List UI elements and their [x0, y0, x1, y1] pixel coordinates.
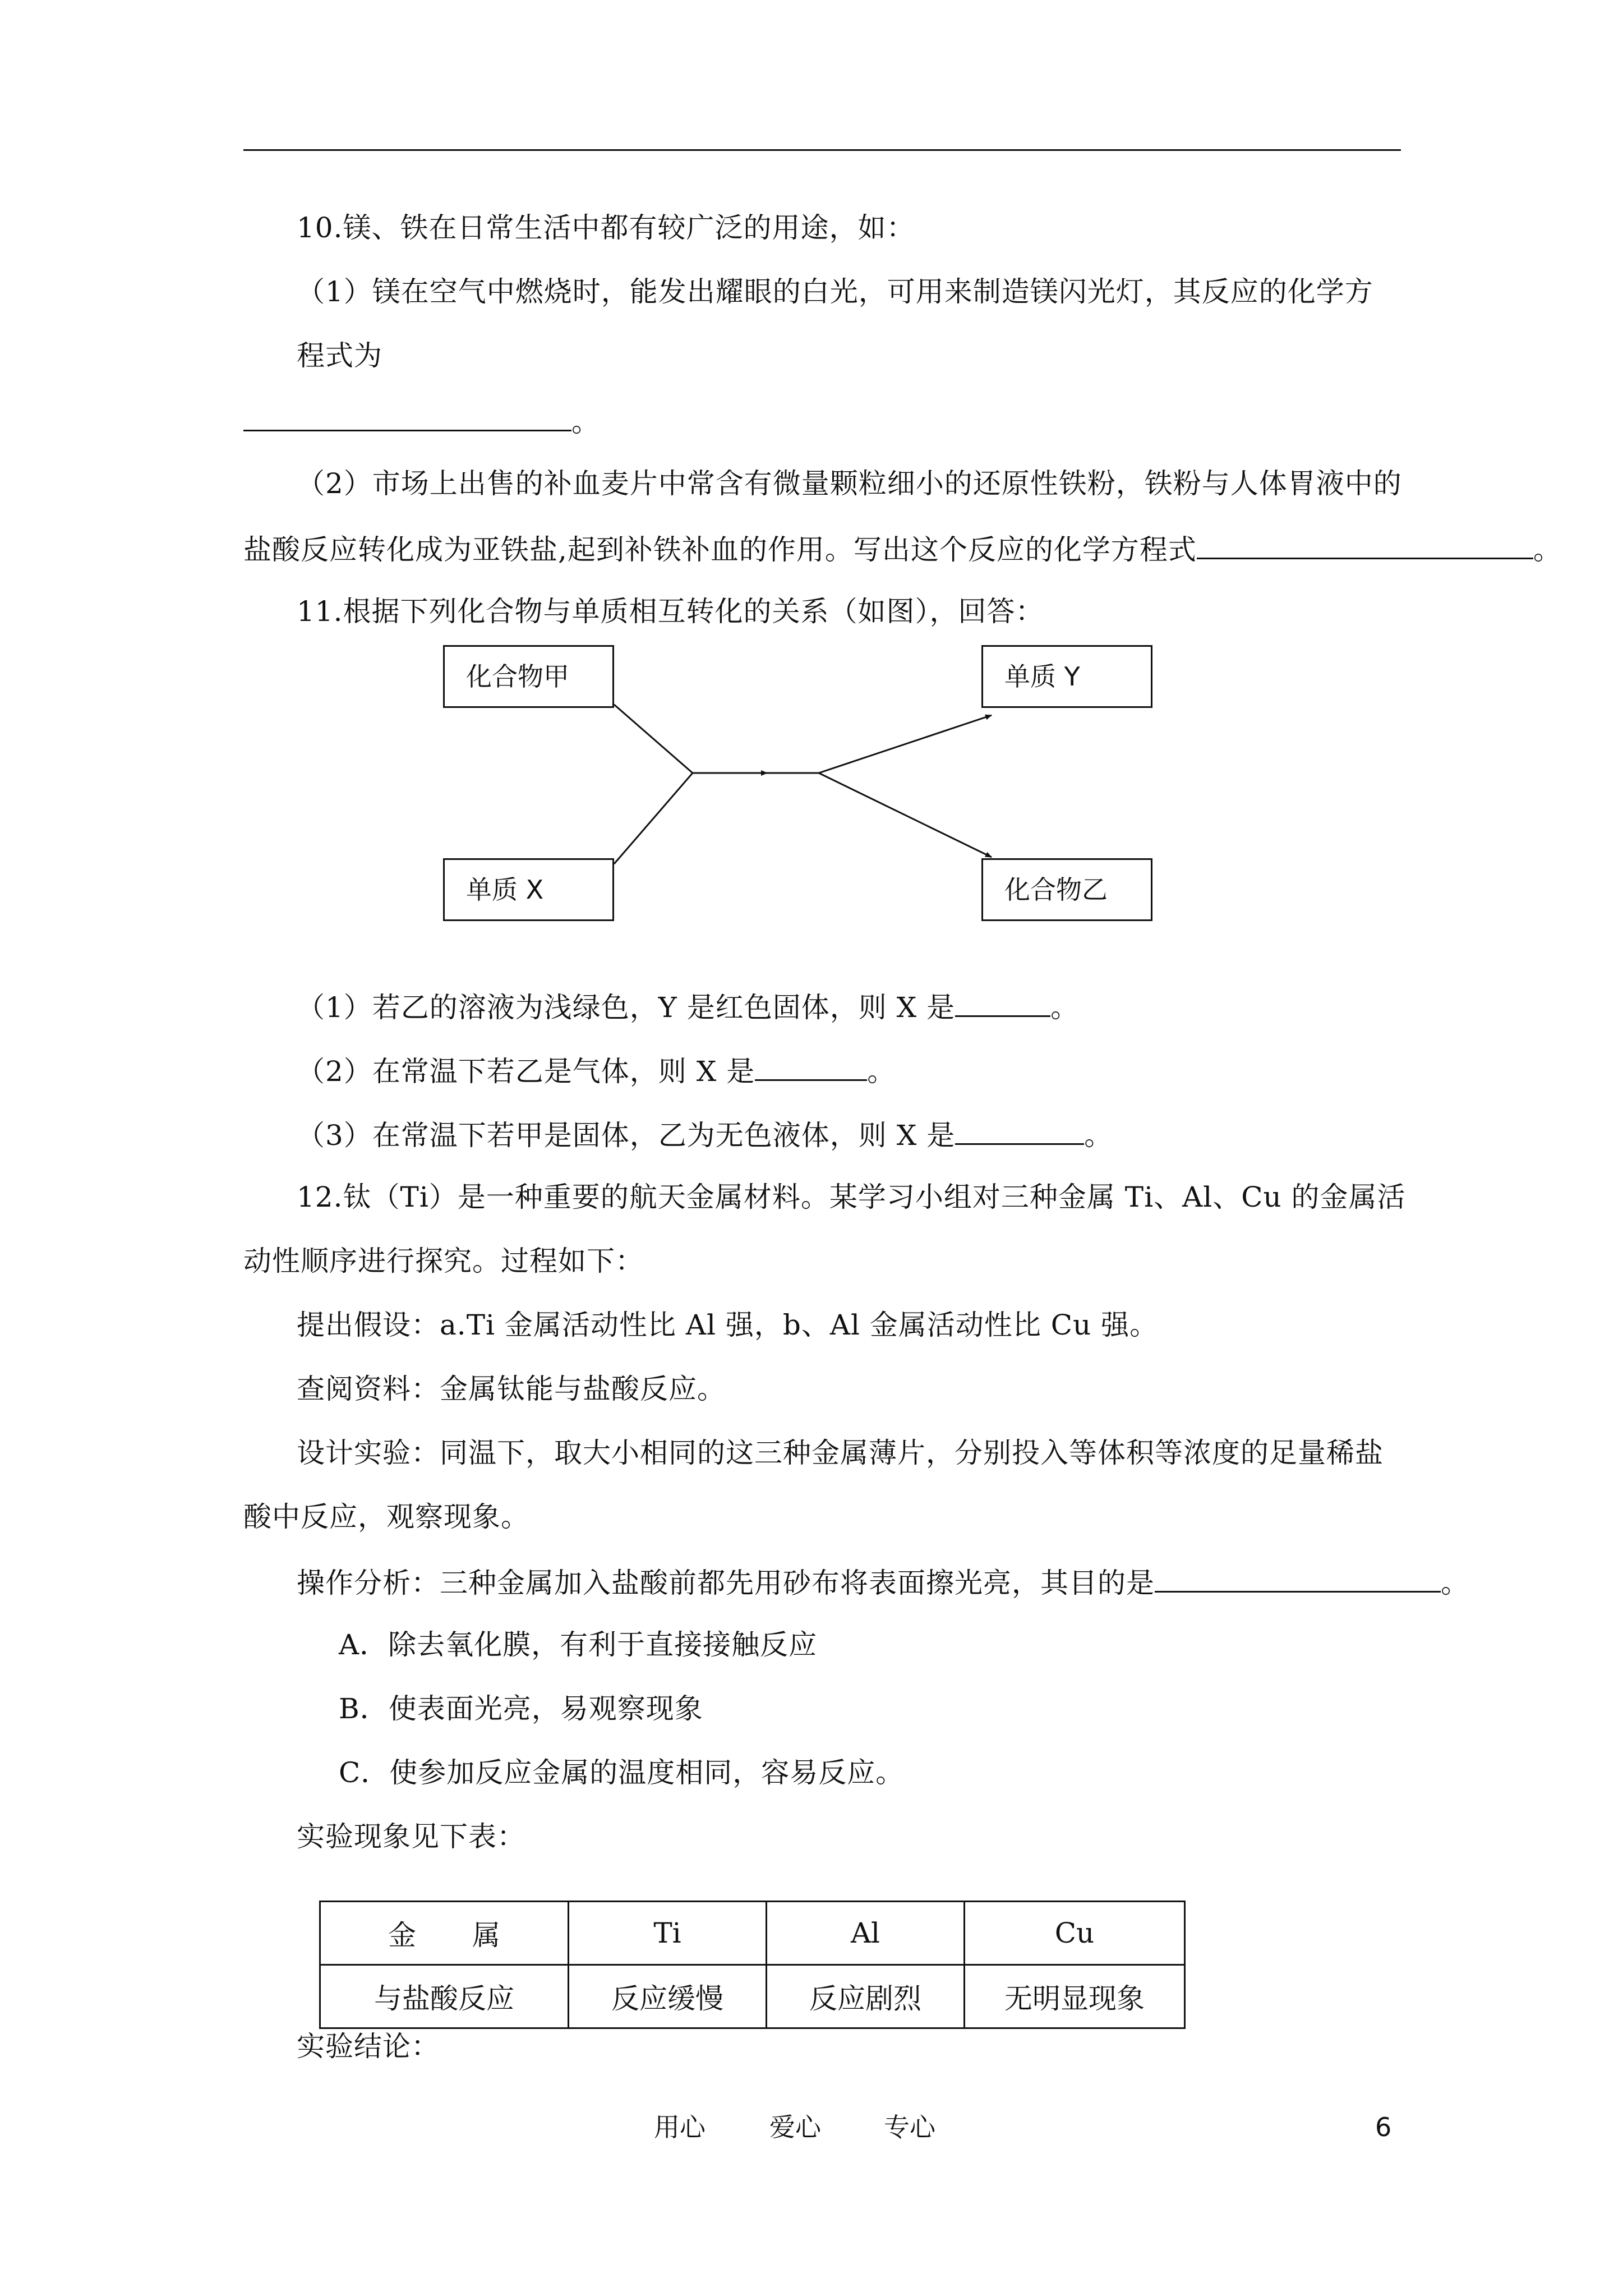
q11-stem: 11.根据下列化合物与单质相互转化的关系（如图），回答： — [297, 595, 1044, 628]
footer-motto-3: 专心 — [884, 2112, 935, 2142]
conversion-diagram — [443, 645, 1172, 937]
box-compound-b: 化合物乙 — [981, 858, 1152, 921]
results-table — [319, 1901, 1186, 2029]
product-arrow-b — [819, 773, 992, 857]
box-compound-a: 化合物甲 — [443, 645, 614, 708]
q12-conclusion: 实验结论： — [297, 2030, 440, 2063]
q10-part2-line1: （2）市场上出售的补血麦片中常含有微量颗粒细小的还原性铁粉，铁粉与人体胃液中的 — [297, 467, 1402, 500]
q10-part1-line2: 程式为 — [297, 339, 382, 372]
q11-sub1: （1）若乙的溶液为浅绿色，Y 是红色固体，则 X 是 。 — [297, 988, 1079, 1024]
table-cell: 反应缓慢 — [569, 1965, 767, 2028]
table-cell: Al — [767, 1902, 965, 1965]
q12-hypothesis: 提出假设：a.Ti 金属活动性比 Al 强，b、Al 金属活动性比 Cu 强。 — [297, 1309, 1159, 1341]
table-header-row — [320, 1902, 1185, 1965]
answer-blank[interactable] — [755, 1052, 867, 1081]
q12-stem-line2: 动性顺序进行探究。过程如下： — [243, 1245, 644, 1277]
q10-part2-line2: 盐酸反应转化成为亚铁盐,起到补铁补血的作用。写出这个反应的化学方程式 。 — [243, 531, 1562, 567]
answer-blank[interactable] — [955, 988, 1050, 1017]
table-cell: 与盐酸反应 — [320, 1965, 569, 2028]
reactant-line-a — [614, 705, 693, 773]
table-cell: Ti — [569, 1902, 767, 1965]
table-cell: 无明显现象 — [965, 1965, 1185, 2028]
header-rule — [243, 149, 1401, 151]
table-cell: Cu — [965, 1902, 1185, 1965]
answer-blank[interactable] — [243, 403, 571, 431]
q10-part1-line1: （1）镁在空气中燃烧时，能发出耀眼的白光，可用来制造镁闪光灯，其反应的化学方 — [297, 275, 1373, 308]
product-arrow-y — [819, 715, 992, 773]
box-element-x: 单质 X — [443, 858, 614, 921]
q12-design-line1: 设计实验：同温下，取大小相同的这三种金属薄片，分别投入等体积等浓度的足量稀盐 — [297, 1437, 1384, 1469]
q11-sub2: （2）在常温下若乙是气体，则 X 是 。 — [297, 1052, 896, 1088]
answer-blank[interactable] — [1155, 1564, 1441, 1593]
q12-analysis: 操作分析：三种金属加入盐酸前都先用砂布将表面擦光亮，其目的是 。 — [297, 1564, 1469, 1600]
footer-motto-2: 爱心 — [769, 2112, 821, 2142]
q12-table-intro: 实验现象见下表： — [297, 1820, 525, 1853]
q12-option-a: A．除去氧化膜，有利于直接接触反应 — [339, 1628, 818, 1661]
table-row — [320, 1965, 1185, 2028]
q12-stem-line1: 12.钛（Ti）是一种重要的航天金属材料。某学习小组对三种金属 Ti、Al、Cu 的金属活 — [297, 1181, 1406, 1213]
q12-option-b: B．使表面光亮，易观察现象 — [339, 1692, 703, 1725]
reactant-line-x — [614, 773, 693, 864]
q12-design-line2: 酸中反应，观察现象。 — [243, 1501, 529, 1533]
box-element-y: 单质 Y — [981, 645, 1152, 708]
q12-research: 查阅资料：金属钛能与盐酸反应。 — [297, 1373, 726, 1405]
answer-blank[interactable] — [1197, 531, 1533, 559]
answer-blank[interactable] — [955, 1116, 1084, 1145]
table-cell: 反应剧烈 — [767, 1965, 965, 2028]
reaction-arrows — [443, 645, 1172, 937]
q10-part1-answer-line: 。 — [243, 403, 600, 439]
q11-sub3: （3）在常温下若甲是固体，乙为无色液体，则 X 是 。 — [297, 1116, 1113, 1152]
page-number: 6 — [1375, 2112, 1392, 2142]
q10-stem: 10.镁、铁在日常生活中都有较广泛的用途，如： — [297, 211, 915, 244]
table-cell: 金 属 — [320, 1902, 569, 1965]
q12-option-c: C．使参加反应金属的温度相同，容易反应。 — [339, 1756, 905, 1789]
footer-motto-1: 用心 — [654, 2112, 706, 2142]
